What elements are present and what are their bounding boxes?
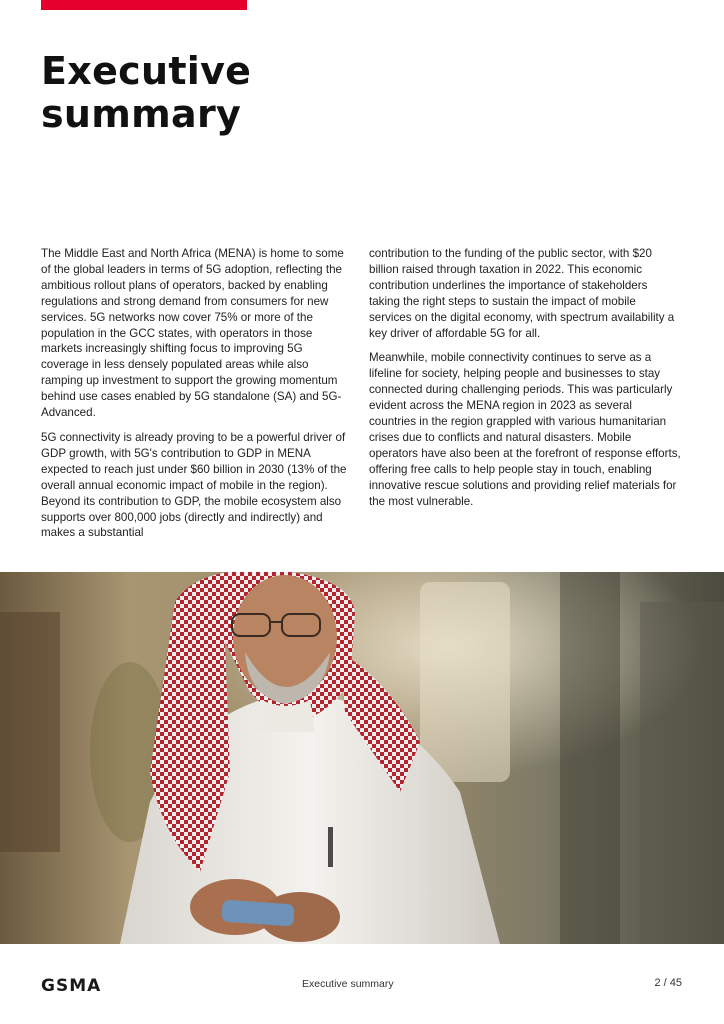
- footer-section-name: Executive summary: [302, 978, 394, 990]
- paragraph: 5G connectivity is already proving to be a powerful driver of GDP growth, with 5G's contribution to GDP in MENA expected to reach just under $60 billion in 2030 (13% of the overall annual economic impact of mobile in the region). Beyond its contribution to GDP, the mobile ecosystem also supports over 800,000 jobs (directly and indirectly) and makes a substantial: [41, 430, 347, 540]
- page-number: 2 / 45: [654, 977, 682, 989]
- paragraph: The Middle East and North Africa (MENA) is home to some of the global leaders in terms of 5G adoption, reflecting the ambitious rollout plans of operators, backed by enabling regulations and strong demand from consumers for new services. 5G networks now cover 75% or more of the population in the GCC states, with operators in those markets increasingly shifting focus to improving 5G coverage in less densely populated areas while also ramping up investment to support the growing momentum behind use cases enabled by 5G standalone (SA) and 5G-Advanced.: [41, 247, 344, 420]
- gsma-logo: GSMA: [41, 976, 102, 996]
- text-column-left: [41, 246, 353, 550]
- text-column-right: [369, 246, 681, 519]
- paragraph: contribution to the funding of the public sector, with $20 billion raised through taxation in 2022. This economic contribution underlines the importance of stakeholders taking the right steps to sustain the impact of mobile services on the digital economy, with spectrum availability a key driver of affordable 5G for all.: [369, 247, 675, 340]
- header-accent-bar: [41, 0, 247, 10]
- paragraph: Meanwhile, mobile connectivity continues to serve as a lifeline for society, helping people and businesses to stay connected during challenging periods. This was particularly evident across the MENA region in 2023 as several countries in the region grappled with various humanitarian crises due to conflicts and natural disasters. Mobile operators have also been at the forefront of response efforts, offering free calls to help people stay in touch, enabling innovative rescue solutions and providing relief materials for the most vulnerable.: [369, 351, 681, 508]
- page-title: Executive summary: [41, 49, 252, 136]
- hero-photo: [0, 572, 724, 944]
